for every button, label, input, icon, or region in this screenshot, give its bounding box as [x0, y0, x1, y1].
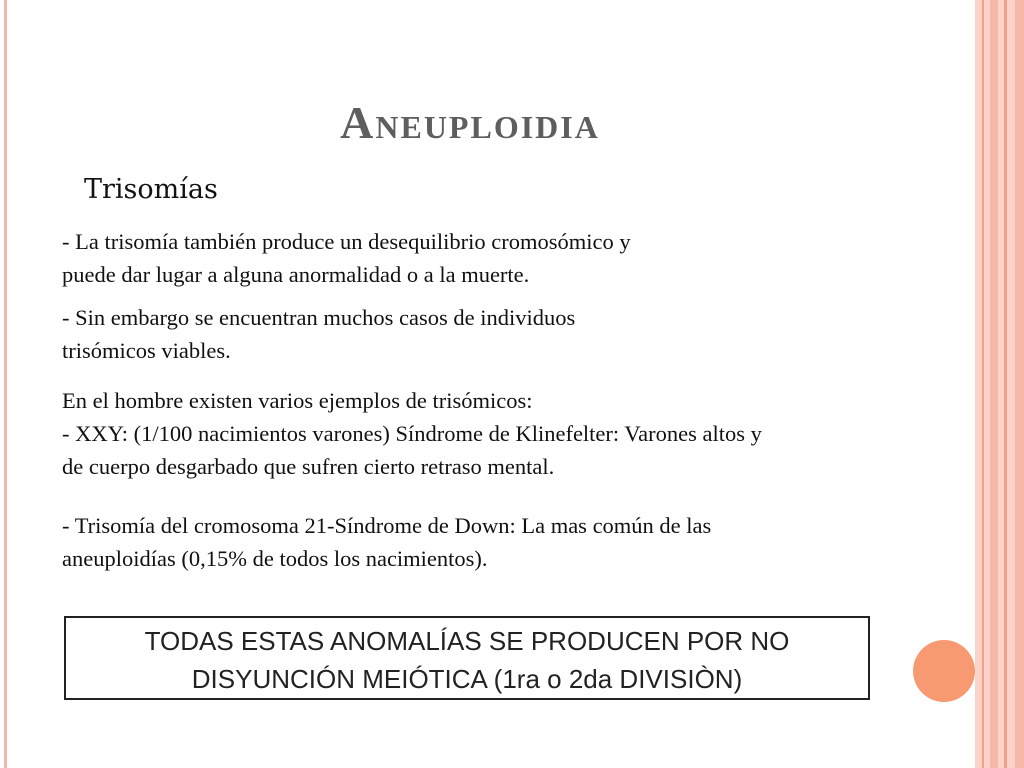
- text-line: - La trisomía también produce un desequilibrio cromosómico y: [62, 229, 631, 254]
- text-line: - Trisomía del cromosoma 21-Síndrome de Down: La mas común de las: [62, 513, 712, 538]
- right-stripe-decoration: [1015, 0, 1024, 768]
- callout-line: DISYUNCIÓN MEIÓTICA (1ra o 2da DIVISIÒN): [191, 664, 743, 694]
- callout-line: TODAS ESTAS ANOMALÍAS SE PRODUCEN POR NO: [144, 626, 790, 656]
- paragraph-down-syndrome: [62, 509, 711, 575]
- callout-box: [64, 616, 870, 700]
- text-line: - Sin embargo se encuentran muchos casos de individuos: [62, 305, 576, 330]
- slide-title: Aneuploidia: [340, 97, 600, 148]
- paragraph-human-examples: [62, 384, 762, 483]
- text-line: de cuerpo desgarbado que sufren cierto retraso mental.: [62, 454, 555, 479]
- accent-circle-decoration: [913, 640, 975, 702]
- right-stripe-decoration: [975, 0, 982, 768]
- text-line: puede dar lugar a alguna anormalidad o a la muerte.: [62, 262, 530, 287]
- paragraph-trisomy-imbalance: [62, 225, 631, 291]
- paragraph-viable-cases: [62, 301, 575, 367]
- text-line: - XXY: (1/100 nacimientos varones) Síndrome de Klinefelter: Varones altos y: [62, 421, 762, 446]
- right-stripe-decoration: [1007, 0, 1015, 768]
- text-line: En el hombre existen varios ejemplos de trisómicos:: [62, 388, 533, 413]
- text-line: trisómicos viables.: [62, 338, 231, 363]
- right-stripe-decoration: [990, 0, 998, 768]
- slide-subtitle: Trisomías: [84, 174, 218, 205]
- text-line: aneuploidías (0,15% de todos los nacimientos).: [62, 546, 488, 571]
